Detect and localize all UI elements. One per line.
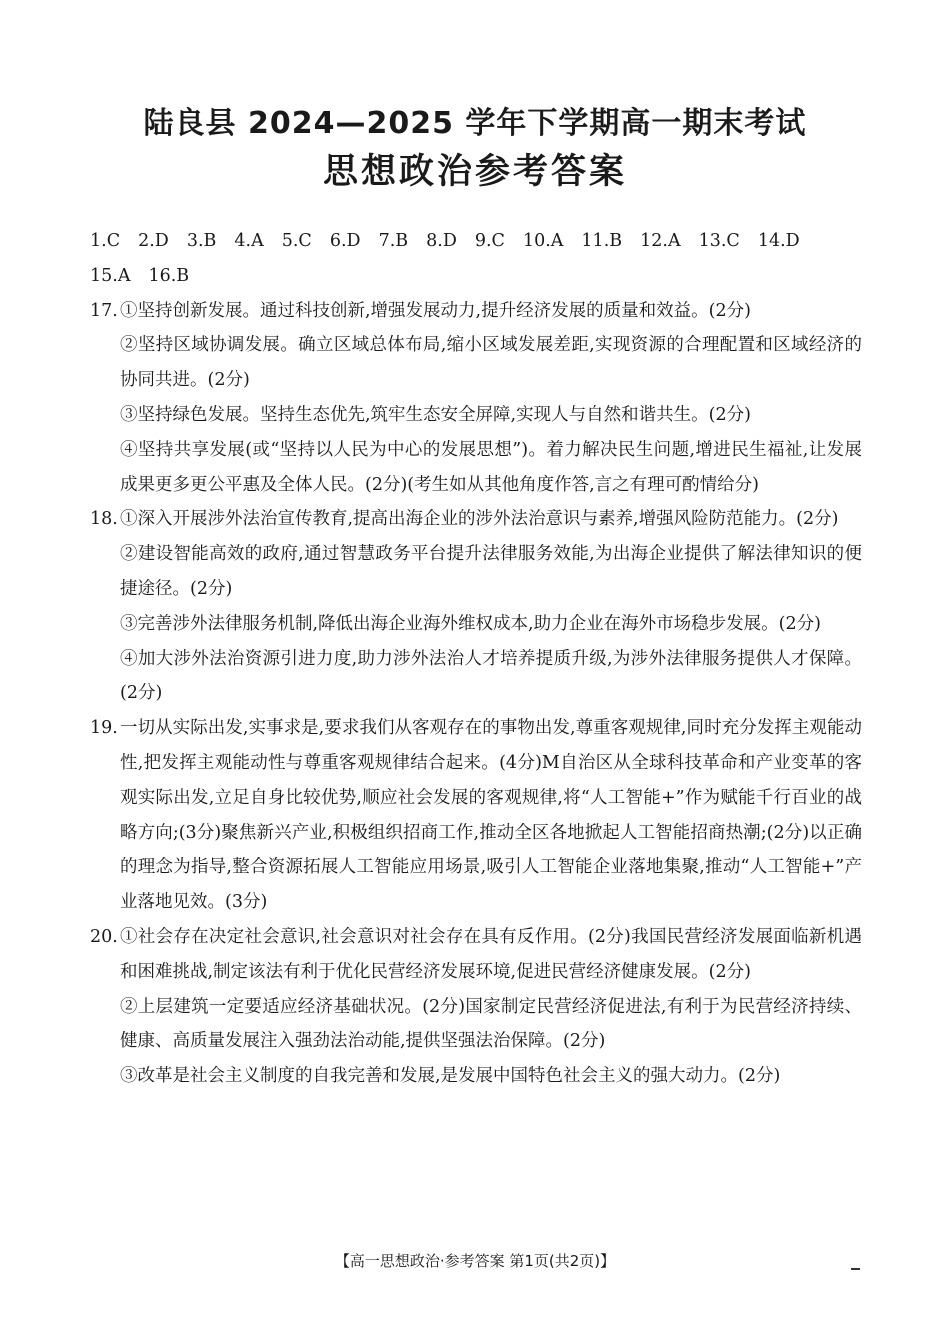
answer-point: ②坚持区域协调发展。确立区域总体布局,缩小区域发展差距,实现资源的合理配置和区域经济的协同共进。(2分) [120,335,862,391]
mc-answer: 7.B [378,231,409,251]
answer-paragraph: 一切从实际出发,实事求是,要求我们从客观存在的事物出发,尊重客观规律,同时充分发挥主观能动性,把发挥主观能动性与尊重客观规律结合起来。(4分)M自治区从全球科技革命和产业变革的客观实际出发,立足自身比较优势,顺应社会发展的客观规律,将“人工智能+”作为赋能千行百业的战略方向;(3分)聚焦新兴产业,积极组织招商工作,推动全区各地掀起人工智能招商热潮;(2分)以正确的理念为指导,整合资源拓展人工智能应用场景,吸引人工智能企业落地集聚,推动“人工智能+”产业落地见效。(3分) [120,718,862,913]
answer-point: ④坚持共享发展(或“坚持以人民为中心的发展思想”)。着力解决民生问题,增进民生福祉,让发展成果更多更公平惠及全体人民。(2分)(考生如从其他角度作答,言之有理可酌情给分) [120,439,862,495]
exam-title: 陆良县 2024—2025 学年下学期高一期末考试 [143,106,807,141]
answer-point: ①社会存在决定社会意识,社会意识对社会存在具有反作用。(2分)我国民营经济发展面临新机遇和困难挑战,制定该法有利于优化民营经济发展环境,促进民营经济健康发展。(2分) [120,926,862,982]
mc-answer: 5.C [281,231,312,251]
exam-subtitle: 思想政治参考答案 [322,152,627,192]
question-17 [90,294,862,503]
question-number: 19. [90,718,118,739]
mc-answers-row-2 [90,259,862,294]
question-number: 17. [90,300,118,321]
mc-answer: 6.D [329,231,361,251]
mc-answer: 2.D [138,231,169,251]
mc-answer: 16.B [148,265,190,286]
page-footer: 【高一思想政治·参考答案 第1页(共2页)】 [334,1252,616,1270]
question-number: 20. [90,926,118,947]
mc-answer: 1.C [90,231,121,251]
question-20 [90,920,862,1094]
answer-point: ③坚持绿色发展。坚持生态优先,筑牢生态安全屏障,实现人与自然和谐共生。(2分) [120,404,751,425]
answer-point: ④加大涉外法治资源引进力度,助力涉外法治人才培养提质升级,为涉外法律服务提供人才保障。(2分) [120,648,862,704]
answer-point: ②上层建筑一定要适应经济基础状况。(2分)国家制定民营经济促进法,有利于为民营经济持续、健康、高质量发展注入强劲法治动能,提供坚强法治保障。(2分) [120,996,862,1052]
mc-answer: 14.D [757,231,800,251]
mc-answer: 10.A [522,231,564,251]
mc-answer: 4.A [234,231,264,251]
mc-answers-row-1 [90,224,862,259]
question-18 [90,502,862,711]
mc-answer: 8.D [426,231,457,251]
question-19 [90,711,862,920]
answer-point: ①坚持创新发展。通过科技创新,增强发展动力,提升经济发展的质量和效益。(2分) [120,300,751,321]
mc-answer: 12.A [640,231,681,251]
mc-answer: 3.B [186,231,217,251]
mc-answer: 13.C [698,231,740,251]
answer-point: ③完善涉外法律服务机制,降低出海企业海外维权成本,助力企业在海外市场稳步发展。(2分) [120,613,821,634]
answer-point: ③改革是社会主义制度的自我完善和发展,是发展中国特色社会主义的强大动力。(2分) [120,1066,781,1087]
mc-answer: 11.B [581,231,623,251]
answer-point: ②建设智能高效的政府,通过智慧政务平台提升法律服务效能,为出海企业提供了解法律知识的便捷途径。(2分) [120,544,862,599]
mc-answer: 9.C [474,231,505,251]
question-number: 18. [90,509,118,530]
answer-point: ①深入开展涉外法治宣传教育,提高出海企业的涉外法治意识与素养,增强风险防范能力。(2分) [120,509,839,530]
answer-body [90,224,862,1094]
mc-answer: 15.A [90,265,131,286]
corner-mark [851,1268,860,1270]
